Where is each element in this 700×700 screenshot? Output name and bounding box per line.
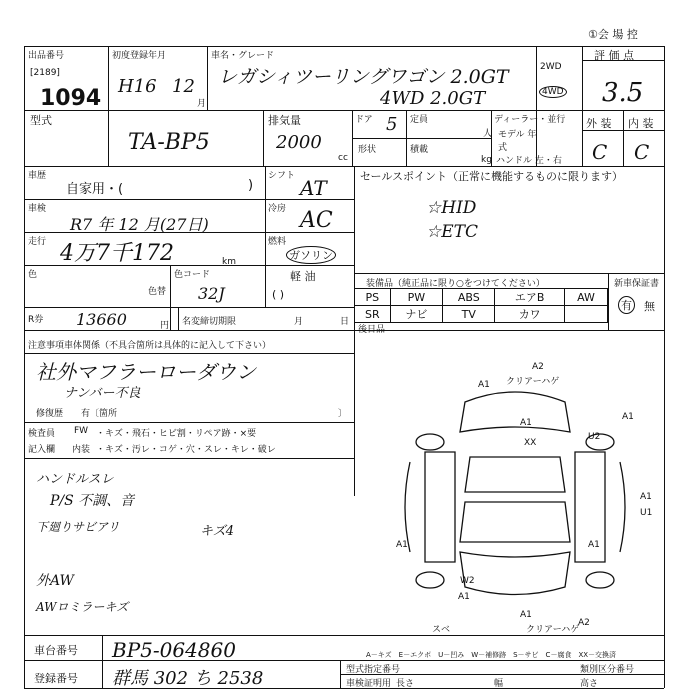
registration-month: 12 — [172, 76, 195, 97]
registration-month-unit: 月 — [197, 99, 207, 109]
diagram-label-10: A1 — [396, 540, 408, 550]
displacement-unit: cc — [338, 153, 348, 163]
rating-exterior: C — [592, 140, 608, 164]
inspection-label: 車検 — [28, 204, 47, 214]
inspector-label: 検査員 — [28, 429, 56, 439]
equip-empty — [565, 306, 608, 323]
lot-bracket: [2189] — [30, 68, 60, 78]
rating-exterior-label: 外 装 — [586, 117, 612, 130]
shift-value: AT — [300, 176, 327, 200]
registration-label: 初度登録年月 — [112, 51, 167, 61]
equip-pw: PW — [390, 289, 442, 306]
usage-close: ) — [248, 178, 254, 193]
remark-5: 外AW — [36, 573, 74, 589]
class-no-label: 類別区分番号 — [580, 665, 635, 675]
interior-label: 内装 — [72, 445, 91, 455]
color-code: 32J — [198, 284, 225, 303]
width-label: 幅 — [494, 679, 504, 689]
repair-close: 〕 — [338, 409, 348, 419]
warranty-label: 新車保証書 — [614, 279, 660, 289]
diagram-label-clear-bottom: クリアーハゲ — [526, 625, 580, 635]
diagram-label-sube: スベ — [432, 625, 451, 635]
car-name-line2: 4WD 2.0GT — [380, 88, 486, 109]
recycle-yen: 円 — [160, 321, 170, 331]
plate-label: 登録番号 — [34, 672, 78, 685]
rating-value: 3.5 — [602, 78, 644, 108]
notes-line1: 社外マフラーローダウン — [36, 360, 256, 384]
sales-point-1: ☆HID — [426, 198, 477, 218]
diagram-label-xx: XX — [524, 438, 537, 448]
rating-interior-label: 内 装 — [628, 117, 654, 130]
diagram-legend: A－キズ E－エクボ U－凹み W－補修跡 S－サビ C－腐食 XX－交換済 — [366, 651, 617, 659]
fw-label: FW — [74, 426, 89, 436]
rating-label: 評 価 点 — [594, 49, 634, 62]
mileage-unit: km — [222, 257, 236, 267]
doors-value: 5 — [386, 114, 398, 135]
ac-value: AC — [300, 208, 333, 233]
notes-line2: ナンバー不良 — [64, 386, 141, 401]
model-value: TA-BP5 — [128, 130, 210, 155]
diagram-label-3: A1 — [478, 380, 490, 390]
cert-label: 車検証明用 — [346, 679, 392, 689]
fw-items: ・キズ・飛石・ヒビ割・リペア跡・×要 — [96, 429, 257, 439]
later-items-label: 後日品 — [358, 325, 386, 335]
equipment-table — [354, 288, 608, 323]
dealer-label: ディーラー・並行 — [494, 115, 566, 125]
remark-6: AWロミラーキズ — [36, 600, 129, 614]
shape-label: 形状 — [358, 145, 377, 155]
diagram-label-8: A1 — [640, 492, 652, 502]
shift-label: シフト — [268, 171, 296, 181]
usage-label: 車歴 — [28, 171, 47, 181]
model-year-label: モデル 年式 — [498, 130, 537, 153]
remark-1: ハンドルスレ — [36, 472, 114, 487]
diagram-label-a2-top: A2 — [532, 362, 544, 372]
equip-tv: TV — [443, 306, 495, 323]
fuel-other: ( ) — [272, 288, 285, 301]
equip-navi: ナビ — [390, 306, 442, 323]
deadline-label: 名変締切期限 — [182, 317, 237, 327]
fuel-diesel: 軽 油 — [290, 270, 316, 283]
diagram-label-clear-top: クリアーハゲ — [506, 377, 560, 387]
equip-ps: PS — [355, 289, 391, 306]
warranty-has: 有 — [618, 296, 635, 314]
interior-items: ・キズ・汚レ・コゲ・穴・スレ・キレ・破レ — [96, 445, 276, 455]
model-label: 型式 — [30, 114, 52, 127]
mileage-value: 4万7千172 — [60, 241, 174, 266]
displacement-value: 2000 — [276, 132, 322, 153]
drive-2wd: 2WD — [540, 62, 562, 72]
recycle-label: R券 — [28, 315, 44, 325]
equipment-label: 装備品（純正品に限り○をつけてください） — [366, 279, 545, 289]
color-tone-label: 色替 — [148, 287, 167, 297]
equip-leather: カワ — [495, 306, 565, 323]
equip-airbag: エアB — [495, 289, 565, 306]
car-name-label: 車名・グレード — [211, 51, 275, 61]
type-no-label: 型式指定番号 — [346, 665, 401, 675]
load-label: 積載 — [410, 145, 429, 155]
fuel-gas: ガソリン — [286, 246, 336, 264]
diagram-label-13: A1 — [588, 540, 600, 550]
length-label: 長さ — [396, 679, 415, 689]
car-damage-diagram — [370, 362, 660, 632]
diagram-label-a2-bottom: A2 — [578, 618, 590, 628]
remark-3: 下廻りサビアリ — [36, 520, 120, 534]
height-label: 高さ — [580, 679, 599, 689]
color-code-label: 色コード — [174, 270, 211, 280]
sales-point-2: ☆ETC — [426, 222, 478, 242]
remark-4: キズ4 — [200, 524, 235, 539]
displacement-label: 排気量 — [268, 114, 301, 127]
capacity-label: 定員 — [410, 115, 429, 125]
capacity-unit: 人 — [483, 129, 493, 139]
mileage-label: 走行 — [28, 237, 47, 247]
diagram-label-7: A1 — [622, 412, 634, 422]
entry-label: 記入欄 — [28, 445, 56, 455]
chassis-label: 車台番号 — [34, 644, 78, 657]
registration-era: H16 — [118, 76, 157, 97]
color-label: 色 — [28, 270, 38, 280]
diagram-label-12: A1 — [458, 592, 470, 602]
remark-2: P/S 不調、音 — [50, 493, 135, 509]
equip-aw: AW — [565, 289, 608, 306]
lot-number: 1094 — [40, 86, 102, 111]
chassis-value: BP5-064860 — [112, 638, 236, 662]
deadline-month: 月 — [294, 317, 304, 327]
diagram-label-15: A1 — [520, 610, 532, 620]
doors-label: ドア — [355, 115, 373, 125]
lot-label: 出品番号 — [28, 51, 65, 61]
drive-4wd: 4WD — [539, 86, 567, 98]
equip-abs: ABS — [443, 289, 495, 306]
plate-value: 群馬 302 ち 2538 — [112, 668, 264, 689]
handle-label: ハンドル 左・右 — [496, 156, 562, 166]
deadline-day: 日 — [340, 317, 350, 327]
rating-interior: C — [634, 140, 650, 164]
car-name-line1: レガシィツーリングワゴン 2.0GT — [218, 66, 509, 88]
sales-points-label: セールスポイント（正常に機能するものに限ります） — [360, 170, 624, 183]
diagram-label-u2: U2 — [588, 432, 601, 442]
diagram-label-4: A1 — [520, 418, 532, 428]
usage-value: 自家用・( — [66, 182, 124, 197]
recycle-value: 13660 — [76, 310, 127, 329]
equip-sr: SR — [355, 306, 391, 323]
inspection-value: R7 年 12 月(27日) — [70, 215, 209, 234]
fuel-label: 燃料 — [268, 237, 287, 247]
header-title: ①会 場 控 — [588, 28, 638, 41]
load-unit: kg — [481, 155, 492, 165]
ac-label: 冷房 — [268, 204, 287, 214]
repair-history: 修復歴 有〔箇所 — [36, 409, 118, 419]
diagram-label-u1: U1 — [640, 508, 653, 518]
warranty-none: 無 — [644, 300, 655, 313]
notes-label: 注意事項車体関係（不具合箇所は具体的に記入して下さい） — [28, 341, 272, 351]
diagram-label-w2: W2 — [460, 576, 475, 586]
